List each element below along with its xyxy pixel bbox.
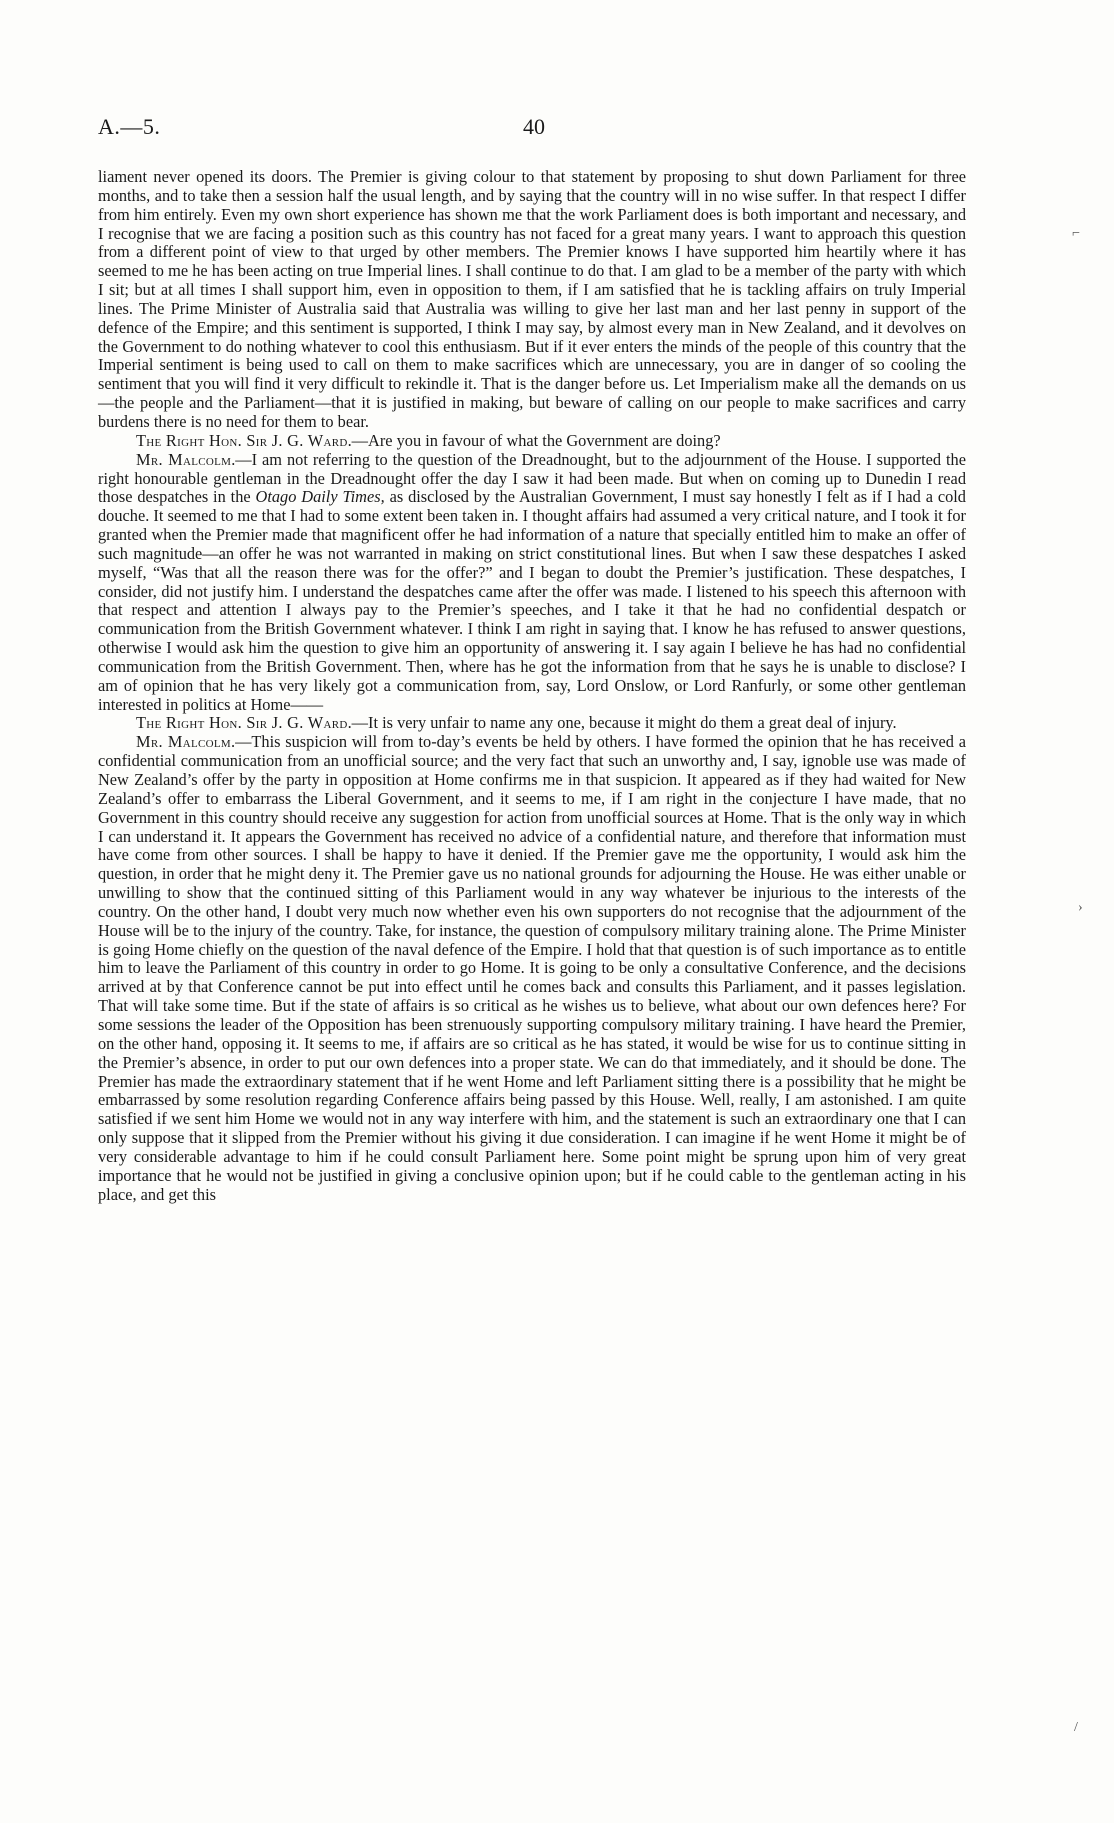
speaker-name: Mr. Malcolm: [136, 449, 232, 469]
page-header: [98, 114, 998, 144]
paragraph-continuation: [98, 168, 966, 432]
speech-text: .—I am not referring to the question of the Dreadnought, but to the adjournment of the House. I supported the right honourable gentleman in the Dreadnought offer the day I saw it had been made. But when on coming up to Dunedin I read those despatches in the: [98, 449, 966, 507]
margin-mark: /: [1074, 1720, 1078, 1735]
speech-malcolm-2: [98, 733, 966, 1204]
page-number: 40: [523, 114, 545, 139]
body-text: [98, 168, 966, 1204]
speaker-name: The Right Hon. Sir J. G. Ward: [136, 430, 348, 450]
speech-ward-1: [98, 432, 966, 451]
speaker-name: Mr. Malcolm: [136, 732, 231, 752]
speaker-name: The Right Hon. Sir J. G. Ward: [136, 713, 348, 733]
speech-text-continued: as disclosed by the Australian Government, I must say honestly I felt as if I had a cold douche. It seemed to me that I had to some extent been taken in. I thought affairs had assumed a very critical nature, and I took it for granted when the Premier made that magnificent offer he had information of a nature that specially entitled him to make an offer of such magnitude—an offer he was not warranted in making on strict constitutional lines. But when I saw these despatches I asked myself, “Was that all the reason there was for the offer?” and I began to doubt the Premier’s justification. These despatches, I consider, did not justify him. I understand the despatches came after the offer was made. I listened to his speech this afternoon with that respect and attention I always pay to the Premier’s speeches, and I take it that he had no confidential despatch or communication from the British Government whatever. I think I am right in saying that. I know he has refused to answer questions, otherwise I would ask him the question to give him an opportunity of answering it. I say again I believe he has had no confidential communication from the British Government. Then, where has he got the information from that he says he is unable to disclose? I am of opinion that he has very likely got a communication from, say, Lord Onslow, or Lord Ranfurly, or some other gentleman interested in politics at Home——: [98, 487, 966, 714]
paragraph-text: liament never opened its doors. The Premier is giving colour to that statement by proposing to shut down Parliament for three months, and to take then a session half the usual length, and by saying that the country will in no wise suffer. In that respect I differ from him entirely. Even my own short experience has shown me that the work Parliament does is both important and necessary, and I recognise that we are facing a position such as this country has not faced for a great many years. I want to approach this question from a different point of view to that urged by other members. The Premier knows I have supported him heartily where it has seemed to me he has been acting on true Imperial lines. I shall continue to do that. I am glad to be a member of the party with which I sit; but at all times I shall support him, even in opposition to them, if I am satisfied that he is tackling affairs on truly Imperial lines. The Prime Minister of Australia said that Australia was willing to give her last man and her last penny in support of the defence of the Empire; and this sentiment is supported, I think I may say, by almost every man in New Zealand, and it devolves on the Government to do nothing whatever to cool this enthusiasm. But if it ever enters the minds of the people of this country that the Imperial sentiment is being used to call on them to make sacrifices which are unnecessary, you are in danger of so cooling the sentiment that you will find it very difficult to rekindle it. That is the danger before us. Let Imperialism make all the demands on us—the people and the Parliament—that it is justified in making, but beware of calling on our people to make sacrifices and carry burdens there is no need for them to bear.: [98, 167, 966, 431]
speech-text: .—This suspicion will from to-day’s events be held by others. I have formed the opinion that he has received a confidential communication from an unofficial source; and the very fact that such an unworthy and, I say, ignoble use was made of New Zealand’s offer by the party in opposition at Home confirms me in that suspicion. It appeared as if they had waited for New Zealand’s offer to embarrass the Liberal Government, and it seems to me, if I am right in the conjecture I have made, that no Government in this country should receive any suggestion for action from unofficial sources at Home. That is the only way in which I can understand it. It appears the Government has received no advice of a confidential nature, and therefore that information must have come from other sources. I shall be happy to have it denied. If the Premier gave me the opportunity, I would ask him the question, in order that he might deny it. The Premier gave us no national grounds for adjourning the House. He was either unable or unwilling to show that the continued sitting of this Parliament would in any way whatever be injurious to the interests of the country. On the other hand, I doubt very much now whether even his own supporters do not recognise that the adjournment of the House will be to the injury of the country. Take, for instance, the question of compulsory military training alone. The Prime Minister is going Home chiefly on the question of the naval defence of the Empire. I hold that that question is of such importance as to entitle him to leave the Parliament of this country in order to go Home. It is going to be only a consultative Conference, and the decisions arrived at by that Conference cannot be put into effect until he comes back and consults this Parliament, and it passes legislation. That will take some time. But if the state of affairs is so critical as he wishes us to believe, what about our own defences here? For some sessions the leader of the Opposition has been strenuously supporting compulsory military training. I have heard the Premier, on the other hand, opposing it. It seems to me, if affairs are so critical as he has stated, it would be wise for us to continue sitting in the Premier’s absence, in order to put our own defences into a proper state. We can do that immediately, and it should be done. The Premier has made the extraordinary statement that if he went Home and left Parliament sitting there is a possibility that he might be embarrassed by some resolution regarding Conference affairs being passed by this House. Well, really, I am astonished. I am quite satisfied if we sent him Home we would not in any way interfere with him, and the statement is such an extraordinary one that I can only suppose that it slipped from the Premier without his giving it due consideration. I can imagine if he went Home it might be of very considerable advantage to him if he could consult Parliament here. Some point might be sprung upon him of very great importance that he would not be justified in giving a conclusive opinion upon; but if he could cable to the gentleman acting in his place, and get this: [98, 732, 966, 1204]
speech-ward-2: [98, 714, 966, 733]
speech-text: .—Are you in favour of what the Government are doing?: [347, 430, 721, 450]
document-reference: A.—5.: [98, 114, 161, 139]
margin-mark: ›: [1078, 900, 1083, 915]
margin-mark: ⌐: [1072, 226, 1080, 241]
newspaper-title: Otago Daily Times,: [255, 487, 385, 507]
speech-text: .—It is very unfair to name any one, because it might do them a great deal of injury.: [347, 713, 897, 733]
speech-malcolm-1: [98, 451, 966, 715]
